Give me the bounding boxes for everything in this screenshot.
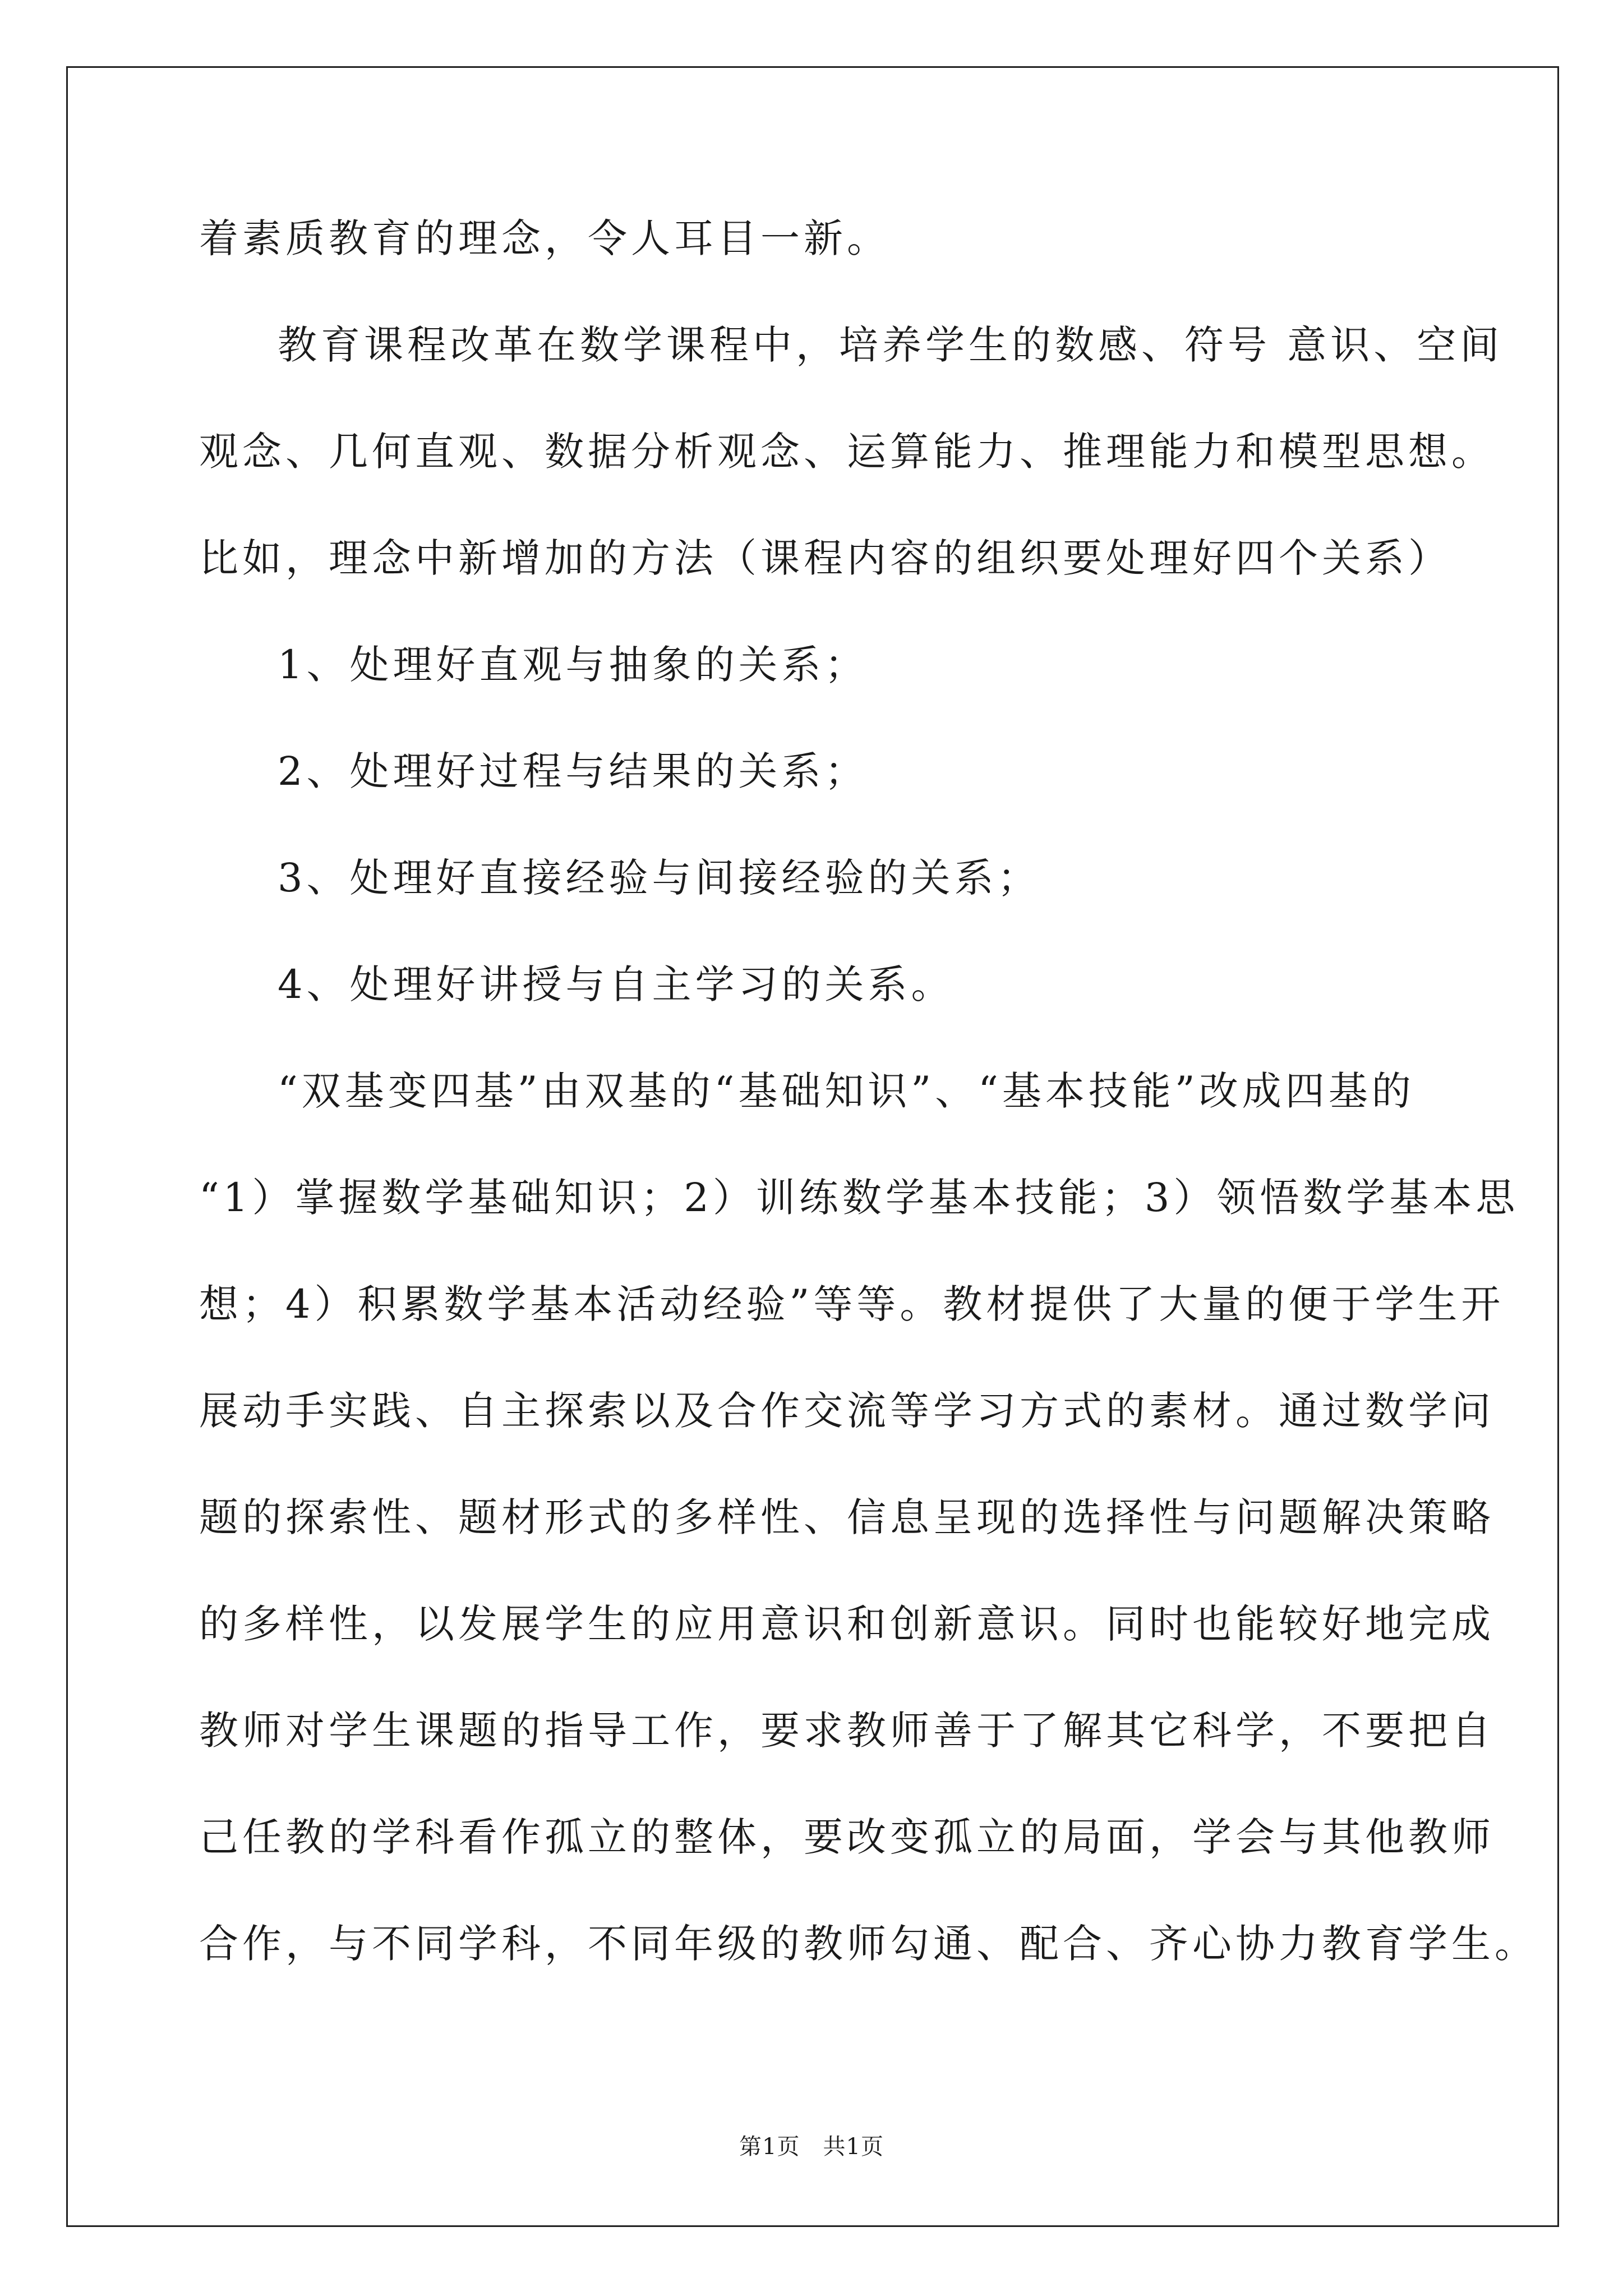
page-number-footer: 第1页 共1页 — [739, 2134, 884, 2160]
text-line: 展动手实践、自主探索以及合作交流等学习方式的素材。通过数学问 — [199, 1388, 1495, 1434]
list-item-4: 4、处理好讲授与自主学习的关系。 — [278, 961, 955, 1007]
text-line: “双基变四基”由双基的“基础知识”、“基本技能”改成四基的 — [278, 1068, 1415, 1114]
page-border — [66, 66, 1559, 2227]
text-line: 的多样性，以发展学生的应用意识和创新意识。同时也能较好地完成 — [199, 1601, 1495, 1647]
list-item-1: 1、处理好直观与抽象的关系； — [278, 642, 868, 688]
text-line: 合作，与不同学科，不同年级的教师勾通、配合、齐心协力教育学生。 — [199, 1921, 1538, 1967]
text-line: 着素质教育的理念，令人耳目一新。 — [199, 215, 890, 261]
text-line: “1）掌握数学基础知识；2）训练数学基本技能；3）领悟数学基本思 — [199, 1175, 1519, 1221]
text-line: 题的探索性、题材形式的多样性、信息呈现的选择性与问题解决策略 — [199, 1494, 1495, 1540]
list-item-3: 3、处理好直接经验与间接经验的关系； — [278, 855, 1041, 901]
text-line: 教师对学生课题的指导工作，要求教师善于了解其它科学，不要把自 — [199, 1708, 1495, 1754]
text-line: 观念、几何直观、数据分析观念、运算能力、推理能力和模型思想。 — [199, 429, 1495, 475]
text-line: 想；4）积累数学基本活动经验”等等。教材提供了大量的便于学生开 — [199, 1281, 1505, 1327]
text-line: 比如，理念中新增加的方法（课程内容的组织要处理好四个关系） — [199, 535, 1451, 581]
list-item-2: 2、处理好过程与结果的关系； — [278, 748, 868, 794]
text-line: 己任教的学科看作孤立的整体，要改变孤立的局面，学会与其他教师 — [199, 1814, 1495, 1860]
text-line: 教育课程改革在数学课程中，培养学生的数感、符号 意识、空间 — [278, 322, 1504, 368]
